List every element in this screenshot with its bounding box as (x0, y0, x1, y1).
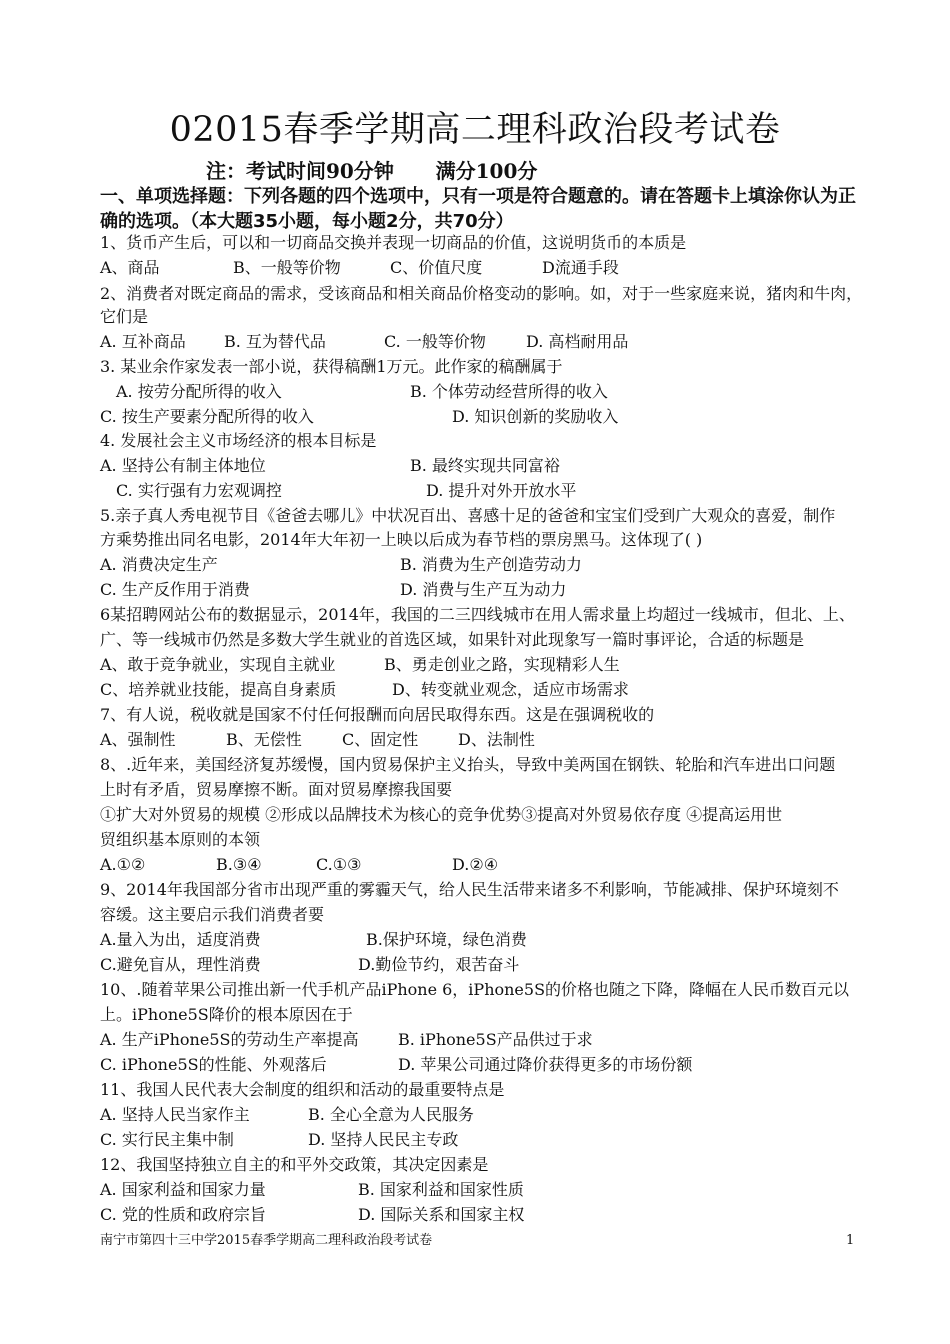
option-b: B. iPhone5S产品供过于求 (398, 1030, 593, 1049)
option-c: C、价值尺度 (390, 258, 483, 277)
option-d: D流通手段 (542, 258, 619, 277)
option-d: D. 知识创新的奖励收入 (452, 407, 619, 426)
option-c: C. iPhone5S的性能、外观落后 (100, 1055, 327, 1074)
question-stem: 11、我国人民代表大会制度的组织和活动的最重要特点是 (100, 1080, 505, 1099)
option-d: D.勤俭节约，艰苦奋斗 (358, 955, 520, 974)
question-stem: 它们是 (100, 307, 149, 326)
question-stem: 上时有矛盾，贸易摩擦不断。面对贸易摩擦我国要 (100, 780, 453, 799)
option-c: C.避免盲从，理性消费 (100, 955, 261, 974)
option-a: A.①② (100, 855, 146, 874)
option-a: A. 国家利益和国家力量 (100, 1180, 266, 1199)
question-stem: 容缓。这主要启示我们消费者要 (100, 905, 325, 924)
option-a: A、敢于竞争就业，实现自主就业 (100, 655, 336, 674)
question-stem: 贸组织基本原则的本领 (100, 830, 261, 849)
option-a: A. 生产iPhone5S的劳动生产率提高 (100, 1030, 359, 1049)
option-d: D、转变就业观念，适应市场需求 (392, 680, 629, 699)
option-d: D. 提升对外开放水平 (426, 481, 577, 500)
option-a: A、商品 (100, 258, 160, 277)
question-stem: 9、2014年我国部分省市出现严重的雾霾天气，给人民生活带来诸多不利影响，节能减排、保护环境刻不 (100, 880, 839, 899)
option-d: D. 国际关系和国家主权 (358, 1205, 525, 1224)
option-c: C. 实行强有力宏观调控 (116, 481, 282, 500)
option-b: B.保护环境，绿色消费 (366, 930, 527, 949)
page-number: 1 (846, 1233, 855, 1248)
question-stem: 5.亲子真人秀电视节目《爸爸去哪儿》中状况百出、喜感十足的爸爸和宝宝们受到广大观众的喜爱，制作 (100, 506, 836, 525)
option-b: B、勇走创业之路，实现精彩人生 (384, 655, 620, 674)
question-stem: 7、有人说，税收就是国家不付任何报酬而向居民取得东西。这是在强调税收的 (100, 705, 655, 724)
option-b: B. 消费为生产创造劳动力 (400, 555, 582, 574)
exam-note: 注：考试时间90分钟 满分100分 (206, 159, 538, 183)
option-c: C、固定性 (342, 730, 419, 749)
option-d: D. 坚持人民民主专政 (308, 1130, 459, 1149)
question-stem: 方乘势推出同名电影，2014年大年初一上映以后成为春节档的票房黑马。这体现了( ) (100, 530, 703, 549)
option-c: C. 按生产要素分配所得的收入 (100, 407, 314, 426)
question-stem: 2、消费者对既定商品的需求，受该商品和相关商品价格变动的影响。如，对于一些家庭来说，猪肉和牛肉， (100, 284, 863, 303)
option-d: D. 消费与生产互为动力 (400, 580, 567, 599)
option-c: C. 一般等价物 (384, 332, 486, 351)
option-d: D、法制性 (458, 730, 535, 749)
question-stem: 10、.随着苹果公司推出新一代手机产品iPhone 6，iPhone5S的价格也随之下降，降幅在人民币数百元以 (100, 980, 850, 999)
question-stem: ①扩大对外贸易的规模 ②形成以品牌技术为核心的竞争优势③提高对外贸易依存度 ④提高运用世 (100, 805, 783, 824)
option-c: C.①③ (316, 855, 362, 874)
option-c: C. 实行民主集中制 (100, 1130, 234, 1149)
question-stem: 上。iPhone5S降价的根本原因在于 (100, 1005, 353, 1024)
option-a: A、强制性 (100, 730, 176, 749)
option-d: D. 高档耐用品 (526, 332, 629, 351)
question-stem: 4. 发展社会主义市场经济的根本目标是 (100, 431, 377, 450)
option-c: C、培养就业技能，提高自身素质 (100, 680, 337, 699)
option-b: B. 最终实现共同富裕 (410, 456, 560, 475)
question-stem: 8、.近年来，美国经济复苏缓慢，国内贸易保护主义抬头，导致中美两国在钢铁、轮胎和汽车进出口问题 (100, 755, 836, 774)
option-b: B. 互为替代品 (224, 332, 326, 351)
question-stem: 1、货币产生后，可以和一切商品交换并表现一切商品的价值，这说明货币的本质是 (100, 233, 687, 252)
question-stem: 3. 某业余作家发表一部小说，获得稿酬1万元。此作家的稿酬属于 (100, 357, 563, 376)
option-b: B. 国家利益和国家性质 (358, 1180, 524, 1199)
page-title: 02015春季学期高二理科政治段考试卷 (169, 110, 781, 150)
option-b: B. 个体劳动经营所得的收入 (410, 382, 608, 401)
option-a: A. 互补商品 (100, 332, 186, 351)
option-b: B、一般等价物 (233, 258, 341, 277)
option-a: A. 坚持公有制主体地位 (100, 456, 266, 475)
option-b: B、无偿性 (226, 730, 302, 749)
option-d: D.②④ (452, 855, 499, 874)
question-stem: 12、我国坚持独立自主的和平外交政策，其决定因素是 (100, 1155, 489, 1174)
question-stem: 广、等一线城市仍然是多数大学生就业的首选区域，如果针对此现象写一篇时事评论，合适的标题是 (100, 630, 805, 649)
option-a: A. 消费决定生产 (100, 555, 218, 574)
question-stem: 6某招聘网站公布的数据显示，2014年，我国的二三四线城市在用人需求量上均超过一线城市，但北、上、 (100, 605, 855, 624)
option-c: C. 生产反作用于消费 (100, 580, 250, 599)
option-a: A. 按劳分配所得的收入 (116, 382, 282, 401)
option-b: B.③④ (216, 855, 262, 874)
option-a: A.量入为出，适度消费 (100, 930, 261, 949)
option-b: B. 全心全意为人民服务 (308, 1105, 474, 1124)
page-footer: 南宁市第四十三中学2015春季学期高二理科政治段考试卷 (100, 1233, 433, 1248)
option-d: D. 苹果公司通过降价获得更多的市场份额 (398, 1055, 693, 1074)
option-a: A. 坚持人民当家作主 (100, 1105, 250, 1124)
option-c: C. 党的性质和政府宗旨 (100, 1205, 266, 1224)
section-heading: 一、单项选择题：下列各题的四个选项中，只有一项是符合题意的。请在答题卡上填涂你认为正确的选项。（本大题35小题，每小题2分，共70分） (100, 186, 856, 232)
